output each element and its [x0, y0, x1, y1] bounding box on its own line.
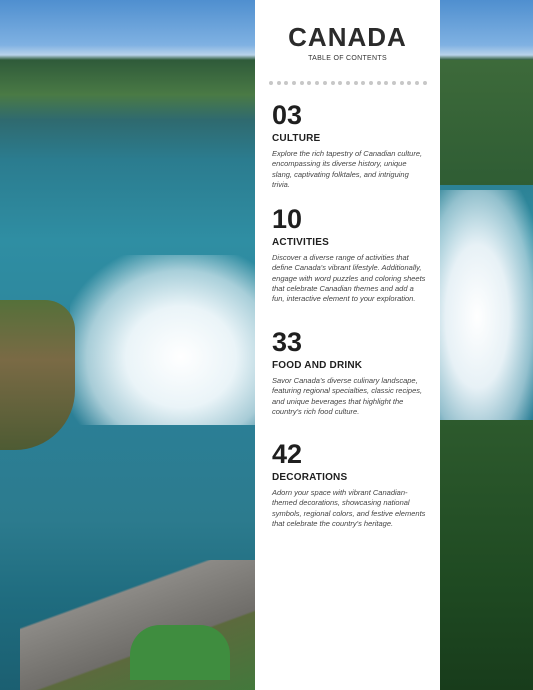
dotted-divider: [269, 81, 427, 87]
toc-entry-decorations[interactable]: [272, 439, 427, 529]
toc-entry-activities[interactable]: [272, 204, 427, 304]
section-heading: DECORATIONS: [272, 472, 348, 483]
page-subtitle: TABLE OF CONTENTS: [308, 55, 387, 62]
table-of-contents-panel: [255, 0, 440, 690]
forest-top-right: [440, 60, 533, 185]
page-number: 10: [272, 204, 303, 234]
park-lawn: [130, 625, 230, 680]
page-number: 42: [272, 439, 303, 469]
horseshoe-falls-mist: [70, 255, 255, 425]
falls-mist-right: [440, 190, 533, 420]
section-heading: ACTIVITIES: [272, 237, 330, 248]
section-heading: FOOD AND DRINK: [272, 360, 363, 371]
toc-entry-food-and-drink[interactable]: [272, 327, 427, 417]
section-description: Adorn your space with vibrant Canadian-themed decorations, showcasing national symbols, regional colors, and festive elements that celebrate the country's heritage.: [272, 488, 426, 528]
section-description: Discover a diverse range of activities that define Canada's vibrant lifestyle. Additionally, engage with word puzzles and coloring sheets that celebrate Canadian themes and add a fun, interactive element to your exploration.: [272, 253, 426, 304]
section-heading: CULTURE: [272, 133, 321, 144]
page-number: 03: [272, 100, 303, 130]
page-number: 33: [272, 327, 303, 357]
section-description: Savor Canada's diverse culinary landscape, featuring regional specialties, classic recipes, and unique beverages that highlight the country's rich food culture.: [272, 376, 423, 416]
cliff-edge: [0, 300, 75, 450]
toc-entry-culture[interactable]: [272, 100, 427, 190]
forest-right: [440, 420, 533, 690]
section-description: Explore the rich tapestry of Canadian culture, encompassing its diverse history, unique slang, captivating folktales, and intriguing trivia.: [272, 149, 423, 189]
page-title: CANADA: [288, 22, 407, 52]
